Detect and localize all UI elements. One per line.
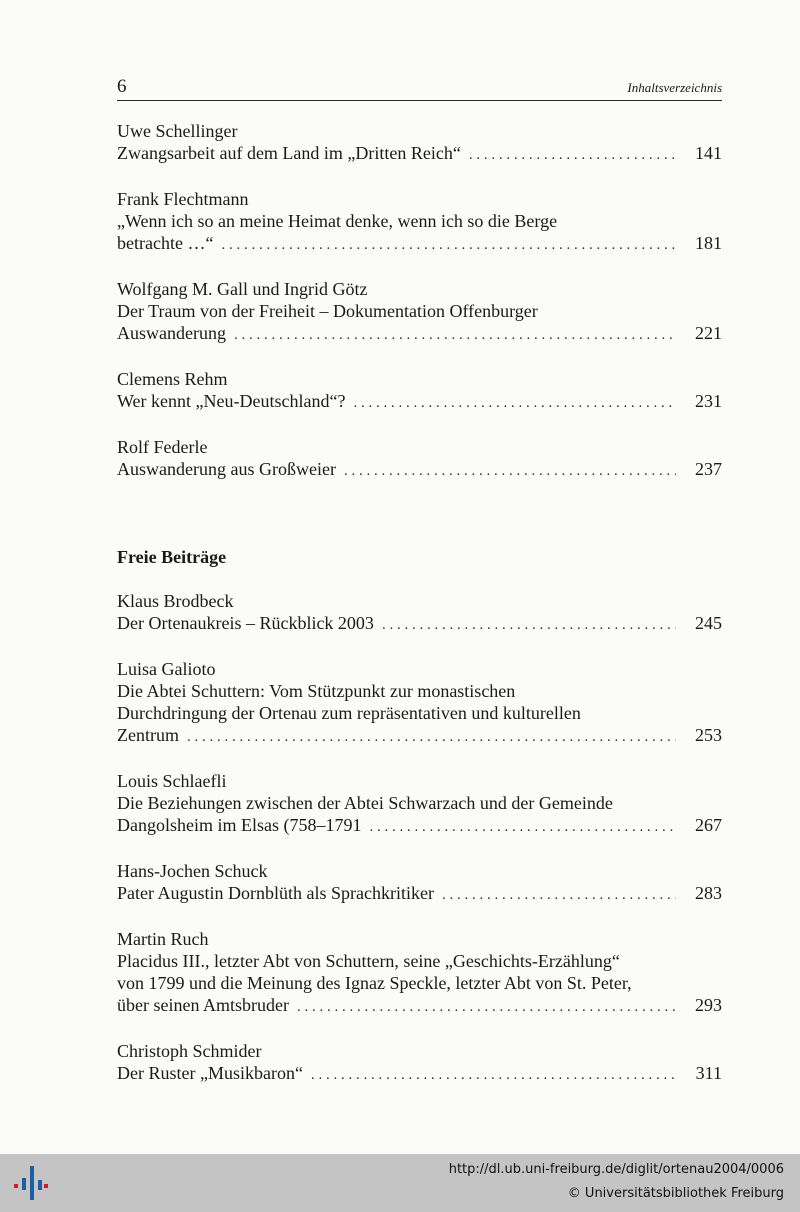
- entry-title-line: Der Traum von der Freiheit – Dokumentation Offenburger: [117, 301, 538, 321]
- entry-last-line: [117, 814, 722, 838]
- entry-title-line: Zentrum: [117, 725, 179, 745]
- entry-author: Louis Schlaefli: [117, 771, 227, 791]
- footer-bar: [0, 1154, 800, 1212]
- entry-page-number: 267: [695, 815, 722, 835]
- toc-entries-part1: [117, 120, 722, 482]
- toc-entry: [117, 278, 722, 346]
- entry-author: Klaus Brodbeck: [117, 591, 234, 611]
- entry-last-line: [117, 458, 722, 482]
- entry-page-number: 181: [695, 233, 722, 253]
- entry-page-number: 293: [695, 995, 722, 1015]
- entry-page-number: 253: [695, 725, 722, 745]
- entry-author: Christoph Schmider: [117, 1041, 262, 1061]
- entry-last-line: [117, 882, 722, 906]
- entry-title-line: „Wenn ich so an meine Heimat denke, wenn ich so die Berge: [117, 211, 558, 231]
- entry-title-line: Auswanderung: [117, 323, 226, 343]
- entry-title-line: Pater Augustin Dornblüth als Sprachkritiker: [117, 883, 434, 903]
- entry-author: Uwe Schellinger: [117, 121, 238, 141]
- entry-author: Martin Ruch: [117, 929, 209, 949]
- entry-title-line: Wer kennt „Neu-Deutschland“?: [117, 391, 346, 411]
- dot-leader: [234, 324, 676, 346]
- entry-last-line: [117, 322, 722, 346]
- entry-title-line: Durchdringung der Ortenau zum repräsentativen und kulturellen: [117, 703, 581, 723]
- table-of-contents: [117, 120, 722, 1108]
- entry-title-line: über seinen Amtsbruder: [117, 995, 289, 1015]
- entry-title-line: von 1799 und die Meinung des Ignaz Speckle, letzter Abt von St. Peter,: [117, 973, 632, 993]
- dot-leader: [382, 614, 676, 636]
- footer-url[interactable]: http://dl.ub.uni-freiburg.de/diglit/ortenau2004/0006: [448, 1162, 784, 1177]
- dot-leader: [221, 234, 676, 256]
- section-heading: Freie Beiträge: [117, 547, 227, 567]
- entry-page-number: 311: [695, 1063, 722, 1083]
- entry-page-number: 141: [695, 143, 722, 163]
- toc-entry: [117, 436, 722, 482]
- toc-entries-part2: [117, 590, 722, 1086]
- entry-title-line: Zwangsarbeit auf dem Land im „Dritten Reich“: [117, 143, 461, 163]
- page-number: 6: [117, 76, 127, 97]
- entry-page-number: 245: [695, 613, 722, 633]
- dot-leader: [311, 1064, 676, 1086]
- toc-entry: [117, 120, 722, 166]
- entry-last-line: [117, 232, 722, 256]
- toc-entry: [117, 860, 722, 906]
- entry-last-line: [117, 142, 722, 166]
- dot-leader: [353, 392, 676, 414]
- dot-leader: [469, 144, 676, 166]
- entry-author: Hans-Jochen Schuck: [117, 861, 268, 881]
- entry-last-line: [117, 724, 722, 748]
- toc-entry: [117, 368, 722, 414]
- toc-entry: [117, 1040, 722, 1086]
- toc-entry: [117, 658, 722, 748]
- toc-entry: [117, 590, 722, 636]
- dot-leader: [297, 996, 676, 1018]
- dot-leader: [187, 726, 676, 748]
- ub-freiburg-logo-icon: [10, 1164, 50, 1204]
- entry-author: Wolfgang M. Gall und Ingrid Götz: [117, 279, 368, 299]
- entry-title-line: Die Abtei Schuttern: Vom Stützpunkt zur monastischen: [117, 681, 516, 701]
- toc-entry: [117, 928, 722, 1018]
- page-header: [117, 76, 722, 101]
- entry-title-line: Der Ortenaukreis – Rückblick 2003: [117, 613, 374, 633]
- dot-leader: [344, 460, 676, 482]
- entry-title-line: Der Ruster „Musikbaron“: [117, 1063, 303, 1083]
- entry-last-line: [117, 1062, 722, 1086]
- running-title: Inhaltsverzeichnis: [627, 80, 722, 95]
- entry-title-line: betrachte …“: [117, 233, 214, 253]
- entry-last-line: [117, 390, 722, 414]
- dot-leader: [442, 884, 676, 906]
- entry-last-line: [117, 612, 722, 636]
- entry-last-line: [117, 994, 722, 1018]
- entry-author: Clemens Rehm: [117, 369, 228, 389]
- entry-page-number: 221: [695, 323, 722, 343]
- entry-author: Rolf Federle: [117, 437, 208, 457]
- footer-copyright: © Universitätsbibliothek Freiburg: [567, 1186, 784, 1201]
- entry-title-line: Dangolsheim im Elsas (758–1791: [117, 815, 362, 835]
- entry-page-number: 231: [695, 391, 722, 411]
- toc-entry: [117, 188, 722, 256]
- toc-entry: [117, 770, 722, 838]
- entry-author: Luisa Galioto: [117, 659, 216, 679]
- entry-page-number: 237: [695, 459, 722, 479]
- dot-leader: [369, 816, 676, 838]
- entry-title-line: Auswanderung aus Großweier: [117, 459, 336, 479]
- entry-page-number: 283: [695, 883, 722, 903]
- entry-title-line: Placidus III., letzter Abt von Schuttern, seine „Geschichts-Erzählung“: [117, 951, 620, 971]
- entry-title-line: Die Beziehungen zwischen der Abtei Schwarzach und der Gemeinde: [117, 793, 613, 813]
- entry-author: Frank Flechtmann: [117, 189, 249, 209]
